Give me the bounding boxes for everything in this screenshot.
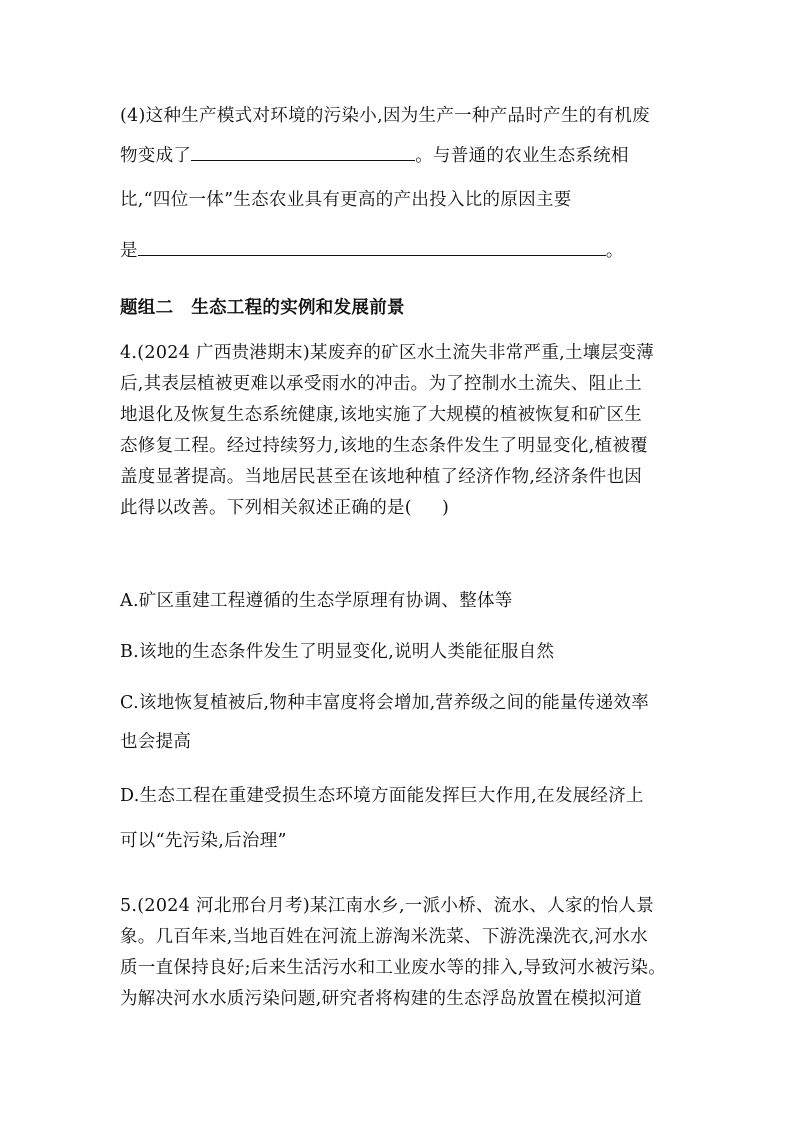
q4-part4-line4-suffix: 。	[605, 241, 624, 261]
option-d-line1[interactable]: D.生态工程在重建受损生态环境方面能发挥巨大作用,在发展经济上	[120, 786, 644, 806]
q4-stem-line1: 4.(2024 广西贵港期末)某废弃的矿区水土流失非常严重,土壤层变薄	[120, 343, 655, 363]
q5-stem-line2: 象。几百年来,当地百姓在河流上游淘米洗菜、下游洗澡洗衣,河水水	[120, 927, 648, 947]
answer-blank-organic-waste[interactable]	[191, 142, 415, 161]
option-b[interactable]: B.该地的生态条件发生了明显变化,说明人类能征服自然	[120, 642, 555, 662]
q4-stem-line6	[120, 496, 449, 520]
option-c-line2[interactable]: 也会提高	[120, 732, 192, 752]
q5-stem-line1: 5.(2024 河北邢台月考)某江南水乡,一派小桥、流水、人家的怡人景	[120, 896, 655, 916]
q5-stem-line3: 质一直保持良好;后来生活污水和工业废水等的排入,导致河水被污染。	[120, 958, 667, 978]
q4-stem-last-suffix: )	[441, 498, 450, 518]
section-title: 题组二 生态工程的实例和发展前景	[120, 298, 405, 318]
q4-stem-last-prefix: 此得以改善。下列相关叙述正确的是(	[120, 498, 412, 518]
q4-part4-line4	[120, 237, 624, 261]
q4-part4-line2-suffix: 。与普通的农业生态系统相	[415, 146, 629, 166]
option-c-line1[interactable]: C.该地恢复植被后,物种丰富度将会增加,营养级之间的能量传递效率	[120, 693, 650, 713]
q4-part4-line2-prefix: 物变成了	[120, 146, 192, 166]
q4-part4-line1: (4)这种生产模式对环境的污染小,因为生产一种产品时产生的有机废	[120, 106, 650, 126]
option-d-line2[interactable]: 可以“先污染,后治理”	[120, 831, 287, 851]
option-a[interactable]: A.矿区重建工程遵循的生态学原理有协调、整体等	[120, 591, 513, 611]
answer-blank-reason[interactable]	[138, 237, 606, 256]
q5-stem-line4: 为解决河水水质污染问题,研究者将构建的生态浮岛放置在模拟河道	[120, 989, 643, 1009]
q4-part4-line4-prefix: 是	[120, 241, 138, 261]
q4-stem-line4: 态修复工程。经过持续努力,该地的生态条件发生了明显变化,植被覆	[120, 436, 648, 456]
q4-stem-line2: 后,其表层植被更难以承受雨水的冲击。为了控制水土流失、阻止土	[120, 374, 643, 394]
q4-part4-line3: 比,“四位一体”生态农业具有更高的产出投入比的原因主要	[120, 190, 572, 210]
q4-stem-line5: 盖度显著提高。当地居民甚至在该地种植了经济作物,经济条件也因	[120, 467, 643, 487]
q4-stem-line3: 地退化及恢复生态系统健康,该地实施了大规模的植被恢复和矿区生	[120, 405, 643, 425]
q4-part4-line2	[120, 142, 629, 166]
